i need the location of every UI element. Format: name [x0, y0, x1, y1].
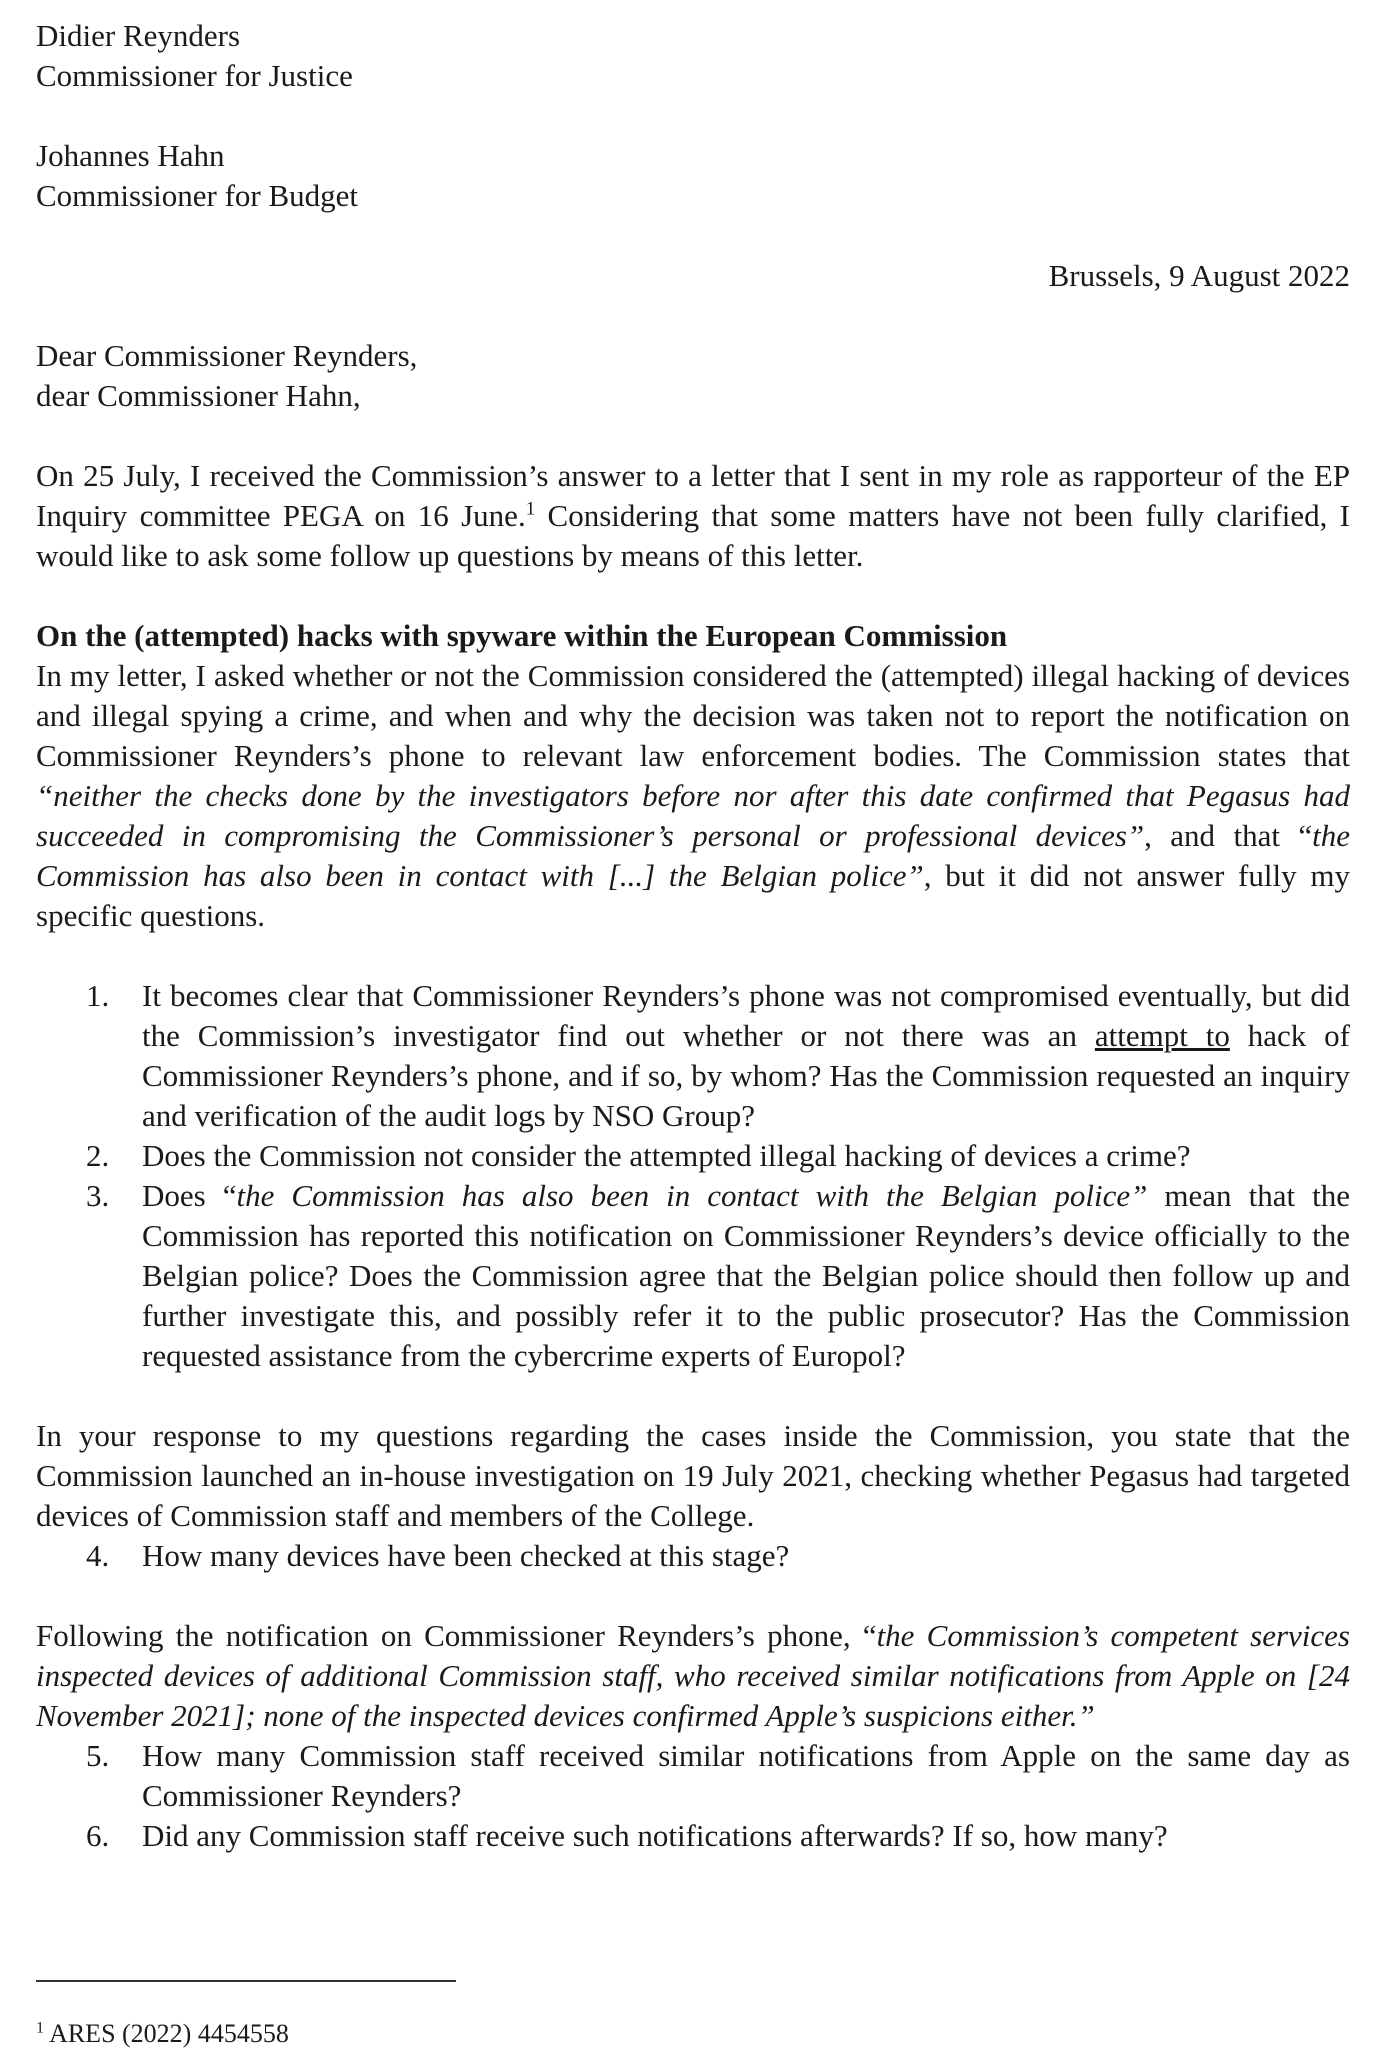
section-body: [36, 656, 1350, 936]
addressee-role: Commissioner for Justice: [36, 58, 353, 93]
question-list-5-6: [36, 1736, 1350, 1856]
question-item: [36, 1816, 1350, 1856]
addressee-role: Commissioner for Budget: [36, 178, 359, 213]
question-number: 3.: [86, 1178, 110, 1213]
question-list-1-3: [36, 976, 1350, 1376]
question-item: [36, 1176, 1350, 1376]
question-number: 2.: [86, 1138, 110, 1173]
following-text-a: Following the notification on Commissioner Reynders’s phone, “: [36, 1618, 877, 1653]
question-text-a: Does “: [142, 1178, 237, 1213]
question-item: [36, 976, 1350, 1136]
question-text: How many Commission staff received similar notifications from Apple on the same day as Commissioner Reynders?: [142, 1738, 1350, 1813]
place-date: Brussels, 9 August 2022: [1048, 258, 1350, 293]
intro-text-b: Considering that some matters have not been fully clarified, I would like to ask some follow up questions by means of this letter.: [36, 498, 1351, 573]
question-item: [36, 1736, 1350, 1816]
addressee-name: Johannes Hahn: [36, 138, 225, 173]
section-text-b: , and that “: [1144, 818, 1313, 853]
question-number: 5.: [86, 1738, 110, 1773]
question-text-a: It becomes clear that Commissioner Reynders’s phone was not compromised eventually, but did the Commission’s investigator find out whether or not there was an: [142, 978, 1350, 1053]
question-item: [36, 1536, 1350, 1576]
question-text: Did any Commission staff receive such notifications afterwards? If so, how many?: [142, 1818, 1168, 1853]
salutation-line-1: Dear Commissioner Reynders,: [36, 338, 418, 373]
salutation: [36, 336, 1350, 416]
footnote-ref: 1: [525, 498, 536, 520]
intro-paragraph: [36, 456, 1350, 576]
question-quote: the Commission has also been in contact with the Belgian police”: [236, 1178, 1148, 1213]
question-text: How many devices have been checked at this stage?: [142, 1538, 790, 1573]
addressee-hahn: [36, 136, 1350, 216]
following-quote: the Commission’s competent services inspected devices of additional Commission staff, who received similar notifications from Apple on [24 November 2021]; none of the inspected devices confirmed Apple’s suspicions either.”: [36, 1618, 1350, 1733]
section-spyware: [36, 616, 1350, 936]
addressee-reynders: [36, 16, 1350, 96]
question-number: 1.: [86, 978, 110, 1013]
section-quote-a: “neither the checks done by the investigators before nor after this date confirmed that Pegasus had succeeded in compromising the Commissioner’s personal or professional devices”: [36, 778, 1350, 853]
question-item: [36, 1136, 1350, 1176]
question-list-4: [36, 1536, 1350, 1576]
footnote-marker: 1: [36, 2019, 44, 2037]
question-text-b: mean that the Commission has reported this notification on Commissioner Reynders’s device officially to the Belgian police? Does the Commission agree that the Belgian police should then follow up and further investigate this, and possibly refer it to the public prosecutor? Has the Commission requested assistance from the cybercrime experts of Europol?: [142, 1178, 1350, 1373]
following-paragraph: [36, 1616, 1350, 1736]
salutation-line-2: dear Commissioner Hahn,: [36, 378, 361, 413]
section-text-a: In my letter, I asked whether or not the Commission considered the (attempted) illegal hacking of devices and illegal spying a crime, and when and why the decision was taken not to report the notification on Commissioner Reynders’s phone to relevant law enforcement bodies. The Commission states that: [36, 658, 1350, 773]
section-heading: On the (attempted) hacks with spyware within the European Commission: [36, 618, 1008, 653]
question-number: 4.: [86, 1538, 110, 1573]
addressee-name: Didier Reynders: [36, 18, 241, 53]
question-number: 6.: [86, 1818, 110, 1853]
investigation-paragraph: In your response to my questions regarding the cases inside the Commission, you state that the Commission launched an in-house investigation on 19 July 2021, checking whether Pegasus had targeted devices of Commission staff and members of the College.: [36, 1418, 1350, 1533]
section-quote-b: the Commission has also been in contact with [...] the Belgian police”: [36, 818, 1350, 893]
footnote-divider: [36, 1980, 456, 1982]
section-text-c: , but it did not answer fully my specific questions.: [36, 858, 1350, 933]
question-text-b: hack of Commissioner Reynders’s phone, and if so, by whom? Has the Commission requested an inquiry and verification of the audit logs by NSO Group?: [142, 1018, 1351, 1133]
footnote-text: ARES (2022) 4454558: [44, 2019, 289, 2048]
footnote: [36, 2018, 289, 2050]
question-text: Does the Commission not consider the attempted illegal hacking of devices a crime?: [142, 1138, 1191, 1173]
question-underlined: attempt to: [1094, 1018, 1230, 1053]
intro-text-a: On 25 July, I received the Commission’s answer to a letter that I sent in my role as rapporteur of the EP Inquiry committee PEGA on 16 June.: [36, 458, 1350, 533]
